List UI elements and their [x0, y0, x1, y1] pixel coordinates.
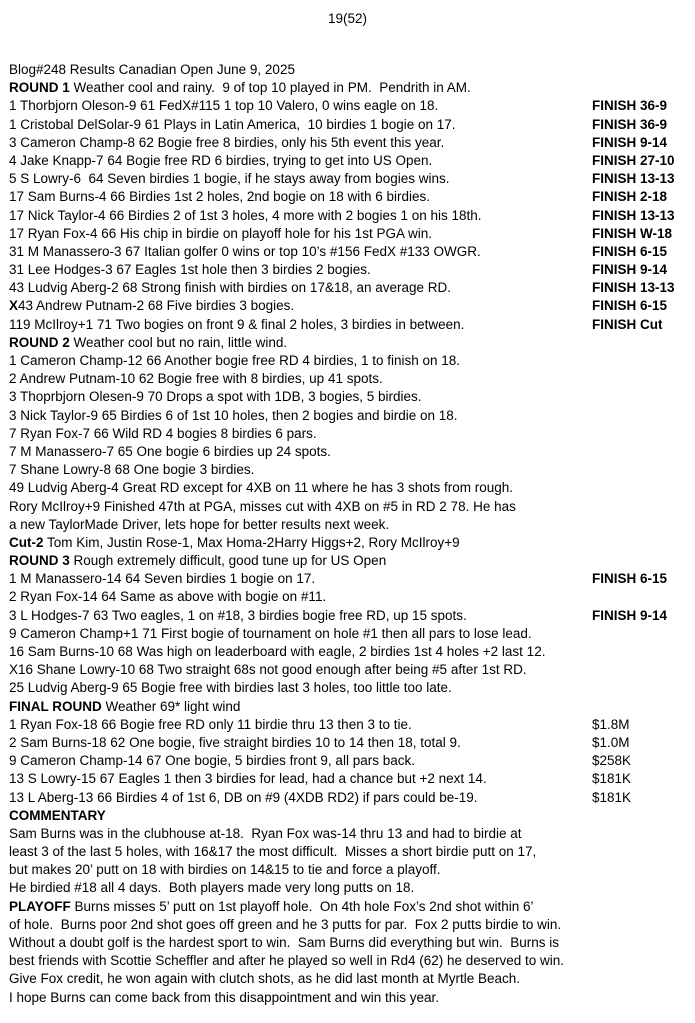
line-text: Burns misses 5’ putt on 1st playoff hole. On 4th hole Fox’s 2nd shot within 6’ [70, 898, 534, 914]
text-line [9, 152, 695, 170]
line-text: 31 Lee Hodges-3 67 Eagles 1st hole then 3 birdies 2 bogies. [9, 262, 371, 278]
text-line [9, 643, 695, 661]
line-text: Rough extremely difficult, good tune up for US Open [69, 553, 387, 569]
line-text: Weather cool but no rain, little wind. [69, 334, 288, 350]
line-text: X16 Shane Lowry-10 68 Two straight 68s not good enough after being #5 after 1st RD. [9, 662, 527, 678]
text-line [9, 370, 695, 388]
line-text: 119 McIlroy+1 71 Two bogies on front 9 & final 2 holes, 3 birdies in between. [9, 316, 465, 332]
line-text: 1 Cameron Champ-12 66 Another bogie free RD 4 birdies, 1 to finish on 18. [9, 353, 461, 368]
finish-label: FINISH 6-15 [592, 571, 668, 587]
line-text: 2 Sam Burns-18 62 One bogie, five straight birdies 10 to 14 then 18, total 9. [9, 734, 461, 750]
finish-label: FINISH 9-14 [592, 134, 668, 150]
text-line [9, 279, 695, 297]
text-line [9, 425, 695, 443]
bold-lead-text: ROUND 3 [9, 553, 70, 569]
text-line [9, 770, 695, 788]
finish-label: FINISH 6-15 [592, 298, 668, 314]
bold-lead-text: ROUND 2 [9, 334, 70, 350]
line-text: Weather 69* light wind [101, 698, 241, 714]
text-line [9, 952, 695, 970]
document-body [9, 61, 695, 1007]
text-line [9, 552, 695, 570]
line-text: 3 L Hodges-7 63 Two eagles, 1 on #18, 3 birdies bogie free RD, up 15 spots. [9, 607, 467, 623]
line-text: a new TaylorMade Driver, lets hope for better results next week. [9, 516, 390, 532]
line-text: 31 M Manassero-3 67 Italian golfer 0 wins or top 10’s #156 FedX #133 OWGR. [9, 243, 481, 259]
line-text: 2 Ryan Fox-14 64 Same as above with bogie on #11. [9, 589, 327, 605]
line-text: 9 Cameron Champ+1 71 First bogie of tournament on hole #1 then all pars to lose lead. [9, 625, 532, 641]
prize-money: $181K [592, 771, 632, 787]
line-text: Weather cool and rainy. 9 of top 10 played in PM. Pendrith in AM. [69, 80, 471, 96]
finish-label: FINISH 13-13 [592, 171, 675, 187]
line-text: 9 Cameron Champ-14 67 One bogie, 5 birdies front 9, all pars back. [9, 753, 415, 769]
text-line [9, 61, 695, 79]
line-text: but makes 20’ putt on 18 with birdies on 14&15 to tie and force a playoff. [9, 862, 441, 878]
finish-label: FINISH Cut [592, 316, 663, 332]
text-line [9, 170, 695, 188]
line-text: 4 Jake Knapp-7 64 Bogie free RD 6 birdies, trying to get into US Open. [9, 152, 433, 168]
text-line [9, 734, 695, 752]
line-text: 3 Cameron Champ-8 62 Bogie free 8 birdies, only his 5th event this year. [9, 134, 445, 150]
line-text: Sam Burns was in the clubhouse at-18. Ryan Fox was-14 thru 13 and had to birdie at [9, 825, 522, 841]
text-line [9, 334, 695, 352]
line-text: 1 Thorbjorn Oleson-9 61 FedX#115 1 top 10 Valero, 0 wins eagle on 18. [9, 98, 439, 114]
text-line [9, 825, 695, 843]
finish-label: FINISH 36-9 [592, 98, 668, 114]
prize-money: $181K [592, 789, 632, 805]
finish-label: FINISH 36-9 [592, 116, 668, 132]
line-text: Blog#248 Results Canadian Open June 9, 2025 [9, 62, 295, 77]
prize-money: $1.0M [592, 734, 630, 750]
bold-lead-text: PLAYOFF [9, 898, 71, 914]
finish-label: FINISH W-18 [592, 225, 672, 241]
text-line [9, 352, 695, 370]
text-line [9, 752, 695, 770]
line-text: I hope Burns can come back from this disappointment and win this year. [9, 989, 439, 1005]
bold-lead-text: FINAL ROUND [9, 698, 102, 714]
text-line [9, 607, 695, 625]
text-line [9, 443, 695, 461]
prize-money: $258K [592, 753, 632, 769]
text-line [9, 916, 695, 934]
line-text: 5 S Lowry-6 64 Seven birdies 1 bogie, if he stays away from bogies wins. [9, 171, 450, 187]
text-line [9, 407, 695, 425]
text-line [9, 989, 695, 1007]
line-text: 13 S Lowry-15 67 Eagles 1 then 3 birdies for lead, had a chance but +2 next 14. [9, 771, 487, 787]
bold-lead-text: COMMENTARY [9, 807, 106, 823]
text-line [9, 625, 695, 643]
text-line [9, 934, 695, 952]
bold-lead-text: X [9, 298, 19, 314]
finish-label: FINISH 9-14 [592, 262, 668, 278]
text-line [9, 879, 695, 897]
text-line [9, 698, 695, 716]
finish-label: FINISH 13-13 [592, 207, 675, 223]
text-line [9, 243, 695, 261]
text-line [9, 716, 695, 734]
line-text: 3 Nick Taylor-9 65 Birdies 6 of 1st 10 holes, then 2 bogies and birdie on 18. [9, 407, 458, 423]
line-text: 16 Sam Burns-10 68 Was high on leaderboard with eagle, 2 birdies 1st 4 holes +2 last 12. [9, 644, 546, 659]
line-text: 7 M Manassero-7 65 One bogie 6 birdies up 24 spots. [9, 443, 331, 459]
text-line [9, 570, 695, 588]
text-line [9, 843, 695, 861]
finish-label: FINISH 2-18 [592, 189, 668, 205]
line-text: 13 L Aberg-13 66 Birdies 4 of 1st 6, DB on #9 (4XDB RD2) if pars could be-19. [9, 789, 478, 805]
text-line [9, 807, 695, 825]
line-text: 17 Sam Burns-4 66 Birdies 1st 2 holes, 2nd bogie on 18 with 6 birdies. [9, 189, 430, 205]
text-line [9, 225, 695, 243]
text-line [9, 679, 695, 697]
bold-lead-text: Cut-2 [9, 534, 44, 550]
finish-label: FINISH 9-14 [592, 607, 668, 623]
line-text: 7 Ryan Fox-7 66 Wild RD 4 bogies 8 birdies 6 pars. [9, 425, 317, 441]
text-line [9, 498, 695, 516]
line-text: least 3 of the last 5 holes, with 16&17 the most difficult. Misses a short birdie putt on 17, [9, 844, 537, 860]
line-text: He birdied #18 all 4 days. Both players made very long putts on 18. [9, 880, 415, 896]
line-text: Without a doubt golf is the hardest sport to win. Sam Burns did everything but win. Burns is [9, 935, 560, 950]
line-text: 17 Nick Taylor-4 66 Birdies 2 of 1st 3 holes, 4 more with 2 bogies 1 on his 18th. [9, 207, 482, 223]
line-text: 1 Cristobal DelSolar-9 61 Plays in Latin America, 10 birdies 1 bogie on 17. [9, 116, 456, 132]
text-line [9, 79, 695, 97]
line-text: 2 Andrew Putnam-10 62 Bogie free with 8 birdies, up 41 spots. [9, 371, 383, 387]
line-text: 1 Ryan Fox-18 66 Bogie free RD only 11 birdie thru 13 then 3 to tie. [9, 716, 412, 732]
text-line [9, 588, 695, 606]
text-line [9, 388, 695, 406]
text-line [9, 97, 695, 115]
text-line [9, 116, 695, 134]
line-text: 17 Ryan Fox-4 66 His chip in birdie on playoff hole for his 1st PGA win. [9, 225, 432, 241]
text-line [9, 316, 695, 334]
line-text: 3 Thoprbjorn Olesen-9 70 Drops a spot with 1DB, 3 bogies, 5 birdies. [9, 389, 422, 405]
bold-lead-text: ROUND 1 [9, 80, 70, 96]
text-line [9, 134, 695, 152]
line-text: 49 Ludvig Aberg-4 Great RD except for 4XB on 11 where he has 3 shots from rough. [9, 480, 514, 496]
prize-money: $1.8M [592, 716, 630, 732]
line-text: 25 Ludvig Aberg-9 65 Bogie free with birdies last 3 holes, too little too late. [9, 680, 452, 696]
text-line [9, 970, 695, 988]
line-text: 43 Andrew Putnam-2 68 Five birdies 3 bogies. [18, 298, 295, 314]
text-line [9, 188, 695, 206]
finish-label: FINISH 6-15 [592, 243, 668, 259]
text-line [9, 461, 695, 479]
finish-label: FINISH 27-10 [592, 152, 675, 168]
line-text: Give Fox credit, he won again with clutch shots, as he did last month at Myrtle Beach. [9, 971, 520, 987]
text-line [9, 516, 695, 534]
line-text: Rory McIlroy+9 Finished 47th at PGA, misses cut with 4XB on #5 in RD 2 78. He has [9, 498, 516, 514]
text-line [9, 661, 695, 679]
line-text: 7 Shane Lowry-8 68 One bogie 3 birdies. [9, 462, 255, 478]
line-text: of hole. Burns poor 2nd shot goes off green and he 3 putts for par. Fox 2 putts birdie to win. [9, 916, 562, 932]
text-line [9, 789, 695, 807]
text-line [9, 861, 695, 879]
text-line [9, 207, 695, 225]
text-line [9, 261, 695, 279]
text-line [9, 297, 695, 315]
line-text: best friends with Scottie Scheffler and after he played so well in Rd4 (62) he deserved to win. [9, 953, 565, 969]
finish-label: FINISH 13-13 [592, 280, 675, 296]
page-number: 19(52) [327, 11, 368, 26]
line-text: Tom Kim, Justin Rose-1, Max Homa-2Harry Higgs+2, Rory McIlroy+9 [43, 534, 460, 550]
line-text: 1 M Manassero-14 64 Seven birdies 1 bogie on 17. [9, 571, 316, 587]
text-line [9, 534, 695, 552]
text-line [9, 479, 695, 497]
line-text: 43 Ludvig Aberg-2 68 Strong finish with birdies on 17&18, an average RD. [9, 280, 452, 296]
text-line [9, 898, 695, 916]
